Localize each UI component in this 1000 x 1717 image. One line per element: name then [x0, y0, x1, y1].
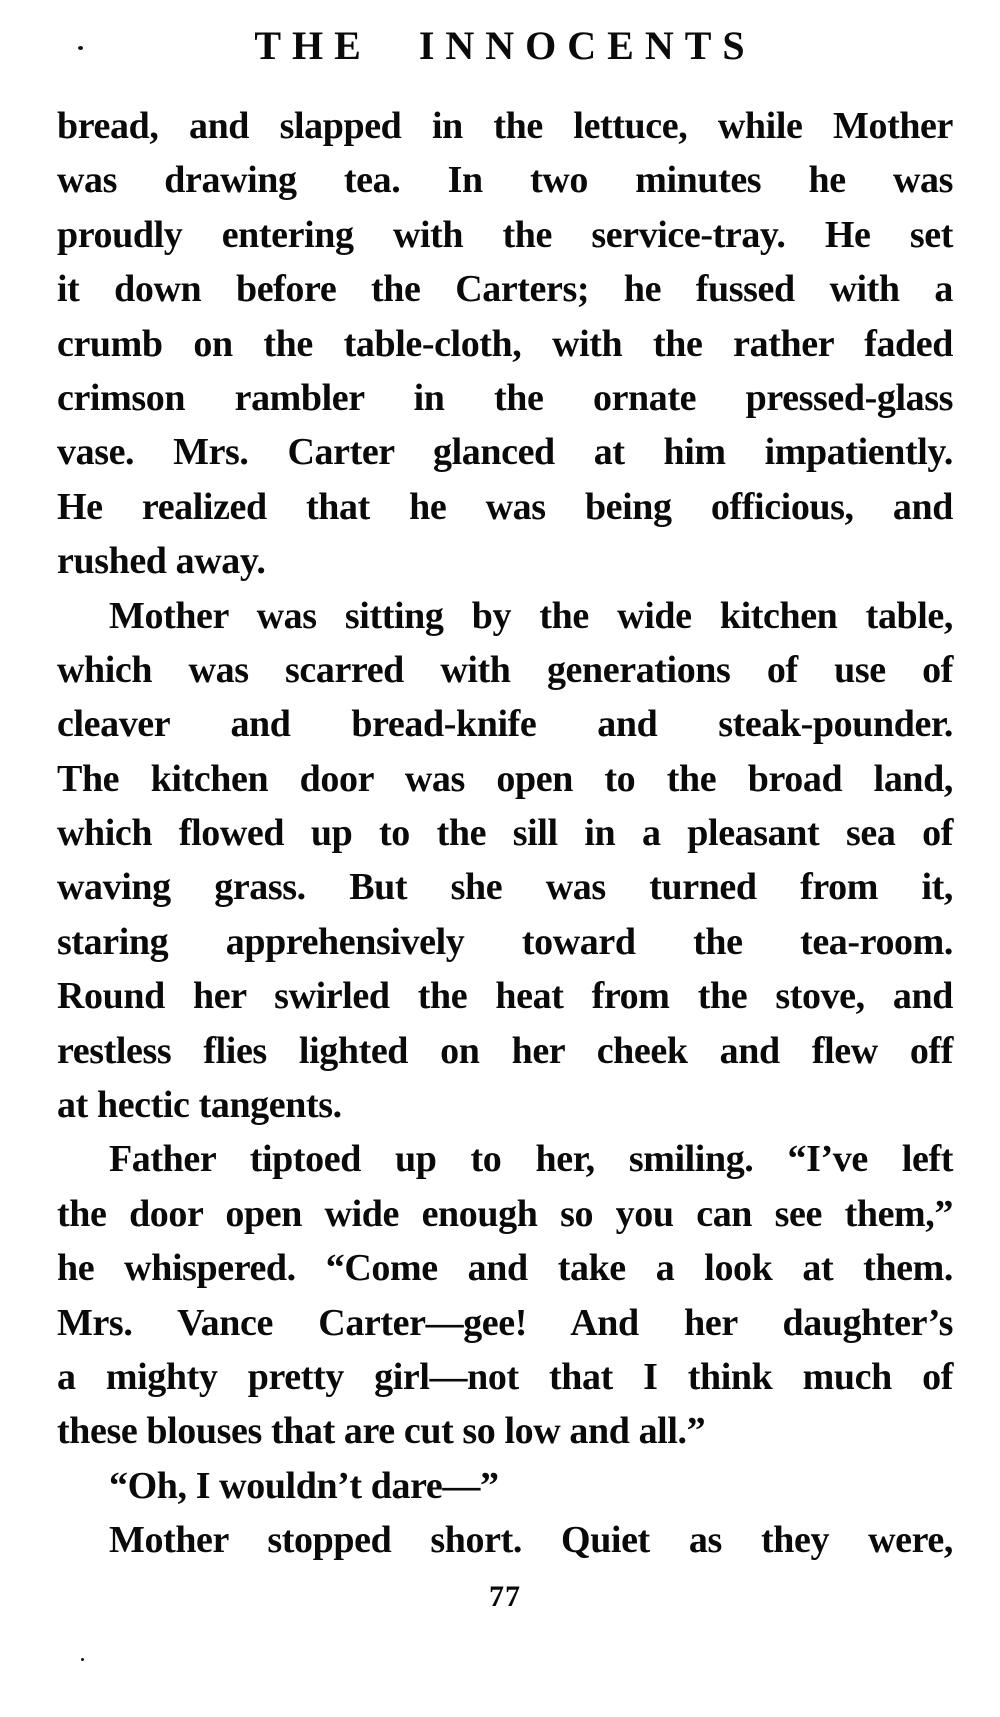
text-line: staring apprehensively toward the tea-room. [57, 920, 953, 963]
text-line: The kitchen door was open to the broad land, [57, 757, 953, 800]
text-line: Mother was sitting by the wide kitchen table, [109, 594, 953, 637]
text-line: the door open wide enough so you can see them,” [57, 1192, 953, 1235]
text-line: it down before the Carters; he fussed with a [57, 268, 953, 311]
text-line: Mrs. Vance Carter—gee! And her daughter’s [57, 1301, 953, 1344]
text-line: restless flies lighted on her cheek and flew off [57, 1029, 953, 1072]
body-text [57, 99, 953, 1568]
text-line: waving grass. But she was turned from it, [57, 866, 953, 909]
text-line: He realized that he was being officious, and [57, 485, 953, 528]
text-line: a mighty pretty girl—not that I think much of [57, 1355, 953, 1398]
text-line: he whispered. “Come and take a look at them. [57, 1247, 953, 1290]
text-line: cleaver and bread-knife and steak-pounder. [57, 703, 953, 746]
ink-speck [81, 1658, 84, 1661]
text-line: at hectic tangents. [57, 1084, 342, 1127]
text-line: bread, and slapped in the lettuce, while Mother [57, 105, 953, 147]
text-line: Mother stopped short. Quiet as they were, [109, 1519, 953, 1562]
text-line: rushed away. [57, 540, 266, 583]
ink-speck [78, 46, 83, 50]
text-line: which flowed up to the sill in a pleasant sea of [57, 812, 953, 855]
text-line: these blouses that are cut so low and all.” [57, 1410, 706, 1453]
text-line: crumb on the table-cloth, with the rather faded [57, 322, 953, 365]
text-line: crimson rambler in the ornate pressed-glass [57, 376, 953, 419]
text-line: proudly entering with the service-tray. He set [57, 213, 953, 256]
running-head-title: THE INNOCENTS [254, 23, 756, 68]
text-line: which was scarred with generations of use of [57, 648, 953, 691]
text-line: “Oh, I wouldn’t dare—” [109, 1464, 499, 1507]
page-number: 77 [489, 1580, 521, 1613]
text-line: vase. Mrs. Carter glanced at him impatiently. [57, 431, 953, 474]
text-line: was drawing tea. In two minutes he was [57, 159, 953, 202]
text-line: Father tiptoed up to her, smiling. “I’ve left [109, 1138, 953, 1181]
text-line: Round her swirled the heat from the stove, and [57, 975, 953, 1018]
